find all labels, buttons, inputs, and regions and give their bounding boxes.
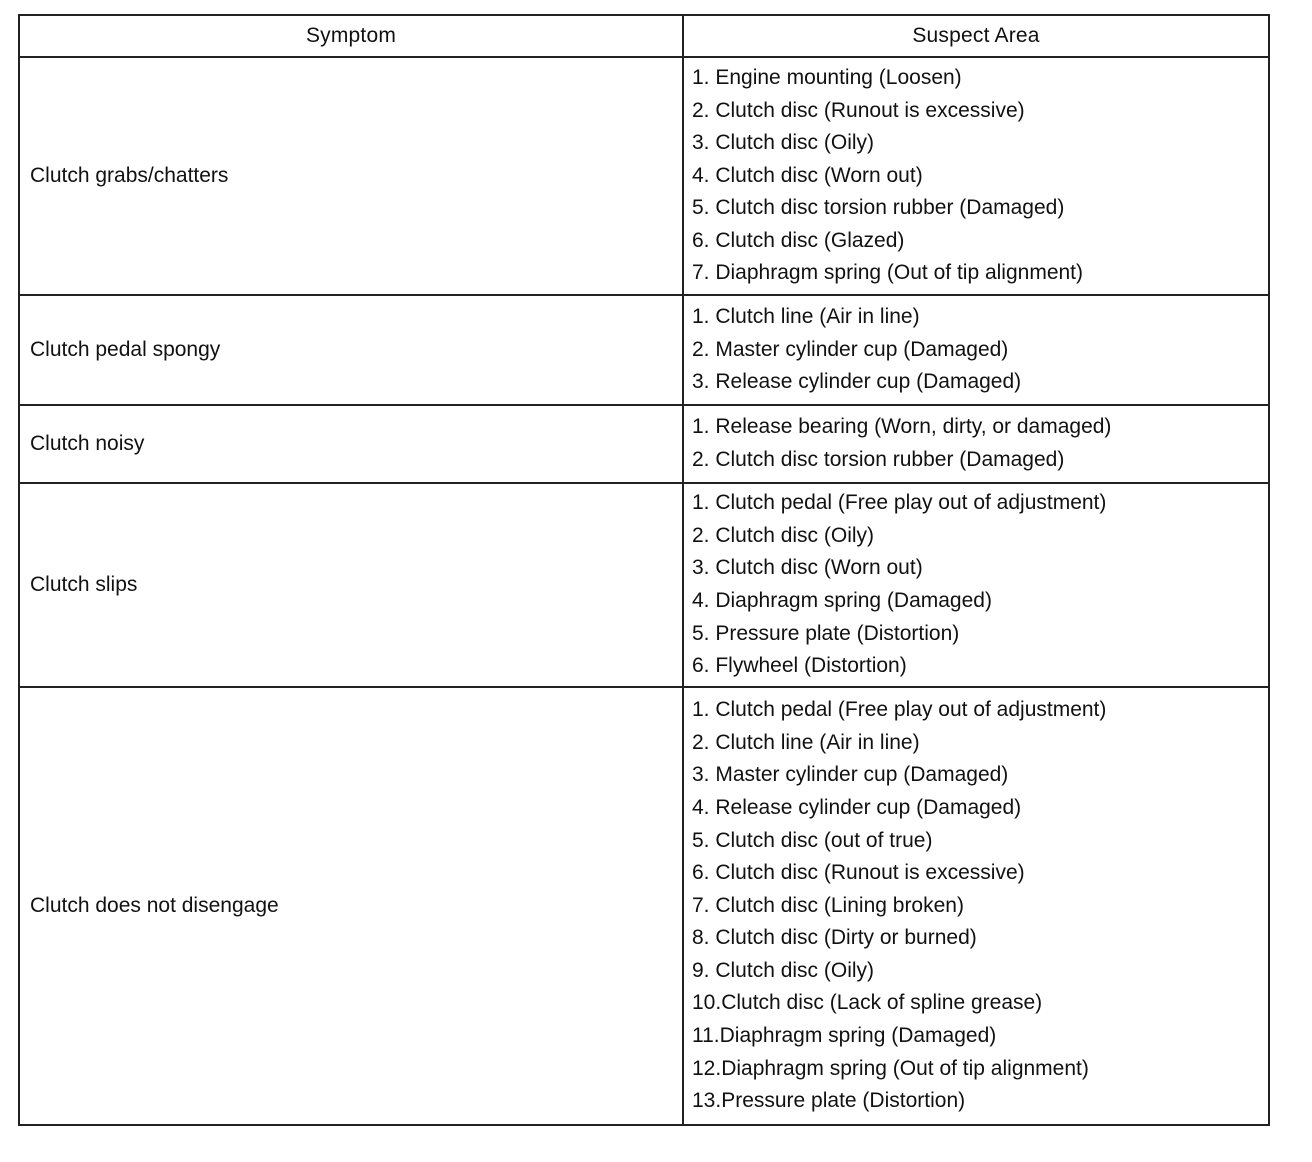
list-item: 10.Clutch disc (Lack of spline grease) — [692, 991, 1043, 1015]
troubleshooting-table — [18, 14, 1270, 1126]
suspect-area-list — [692, 301, 1268, 399]
list-item: 6. Clutch disc (Runout is excessive) — [692, 861, 1025, 885]
list-item: 13.Pressure plate (Distortion) — [692, 1089, 966, 1113]
list-item: 8. Clutch disc (Dirty or burned) — [692, 926, 977, 950]
list-item: 1. Clutch pedal (Free play out of adjustment) — [692, 698, 1107, 722]
list-item: 4. Clutch disc (Worn out) — [692, 163, 923, 187]
symptom-column-header: Symptom — [19, 15, 683, 57]
list-item: 11.Diaphragm spring (Damaged) — [692, 1024, 997, 1048]
list-item: 1. Clutch pedal (Free play out of adjustment) — [692, 491, 1107, 515]
list-item: 3. Clutch disc (Worn out) — [692, 556, 923, 580]
list-item: 2. Clutch line (Air in line) — [692, 730, 920, 754]
suspect-area-list — [692, 411, 1268, 476]
table-row — [19, 483, 1269, 687]
suspect-area-list — [692, 694, 1268, 1118]
list-item: 5. Clutch disc (out of true) — [692, 828, 933, 852]
symptom-cell: Clutch does not disengage — [19, 687, 683, 1125]
list-item: 5. Pressure plate (Distortion) — [692, 621, 960, 645]
list-item: 7. Clutch disc (Lining broken) — [692, 893, 964, 917]
suspect-area-column-header: Suspect Area — [683, 15, 1269, 57]
list-item: 4. Diaphragm spring (Damaged) — [692, 589, 992, 612]
table-row — [19, 405, 1269, 483]
list-item: 12.Diaphragm spring (Out of tip alignment) — [692, 1056, 1089, 1080]
symptom-cell: Clutch grabs/chatters — [19, 57, 683, 295]
list-item: 2. Master cylinder cup (Damaged) — [692, 337, 1009, 361]
table-row — [19, 57, 1269, 295]
suspect-area-cell — [683, 687, 1269, 1125]
symptom-cell: Clutch noisy — [19, 405, 683, 483]
troubleshooting-page — [18, 14, 1268, 1126]
list-item: 6. Clutch disc (Glazed) — [692, 228, 905, 252]
symptom-cell: Clutch pedal spongy — [19, 295, 683, 405]
list-item: 3. Release cylinder cup (Damaged) — [692, 370, 1022, 394]
list-item: 1. Release bearing (Worn, dirty, or damaged) — [692, 415, 1112, 439]
list-item: 5. Clutch disc torsion rubber (Damaged) — [692, 196, 1065, 220]
list-item: 1. Clutch line (Air in line) — [692, 305, 920, 329]
suspect-area-cell — [683, 483, 1269, 687]
list-item: 2. Clutch disc (Runout is excessive) — [692, 98, 1025, 122]
suspect-area-cell — [683, 405, 1269, 483]
suspect-area-cell — [683, 295, 1269, 405]
header-row — [19, 15, 1269, 57]
suspect-area-list — [692, 487, 1268, 683]
list-item: 1. Engine mounting (Loosen) — [692, 65, 962, 89]
list-item: 9. Clutch disc (Oily) — [692, 958, 875, 982]
symptom-cell: Clutch slips — [19, 483, 683, 687]
table-row — [19, 295, 1269, 405]
list-item: 6. Flywheel (Distortion) — [692, 654, 907, 678]
list-item: 4. Release cylinder cup (Damaged) — [692, 795, 1022, 819]
list-item: 2. Clutch disc (Oily) — [692, 523, 875, 547]
suspect-area-list — [692, 62, 1268, 290]
list-item: 3. Master cylinder cup (Damaged) — [692, 763, 1009, 787]
list-item: 3. Clutch disc (Oily) — [692, 131, 875, 155]
list-item: 7. Diaphragm spring (Out of tip alignment) — [692, 261, 1084, 285]
table-row — [19, 687, 1269, 1125]
list-item: 2. Clutch disc torsion rubber (Damaged) — [692, 448, 1065, 471]
suspect-area-cell — [683, 57, 1269, 295]
